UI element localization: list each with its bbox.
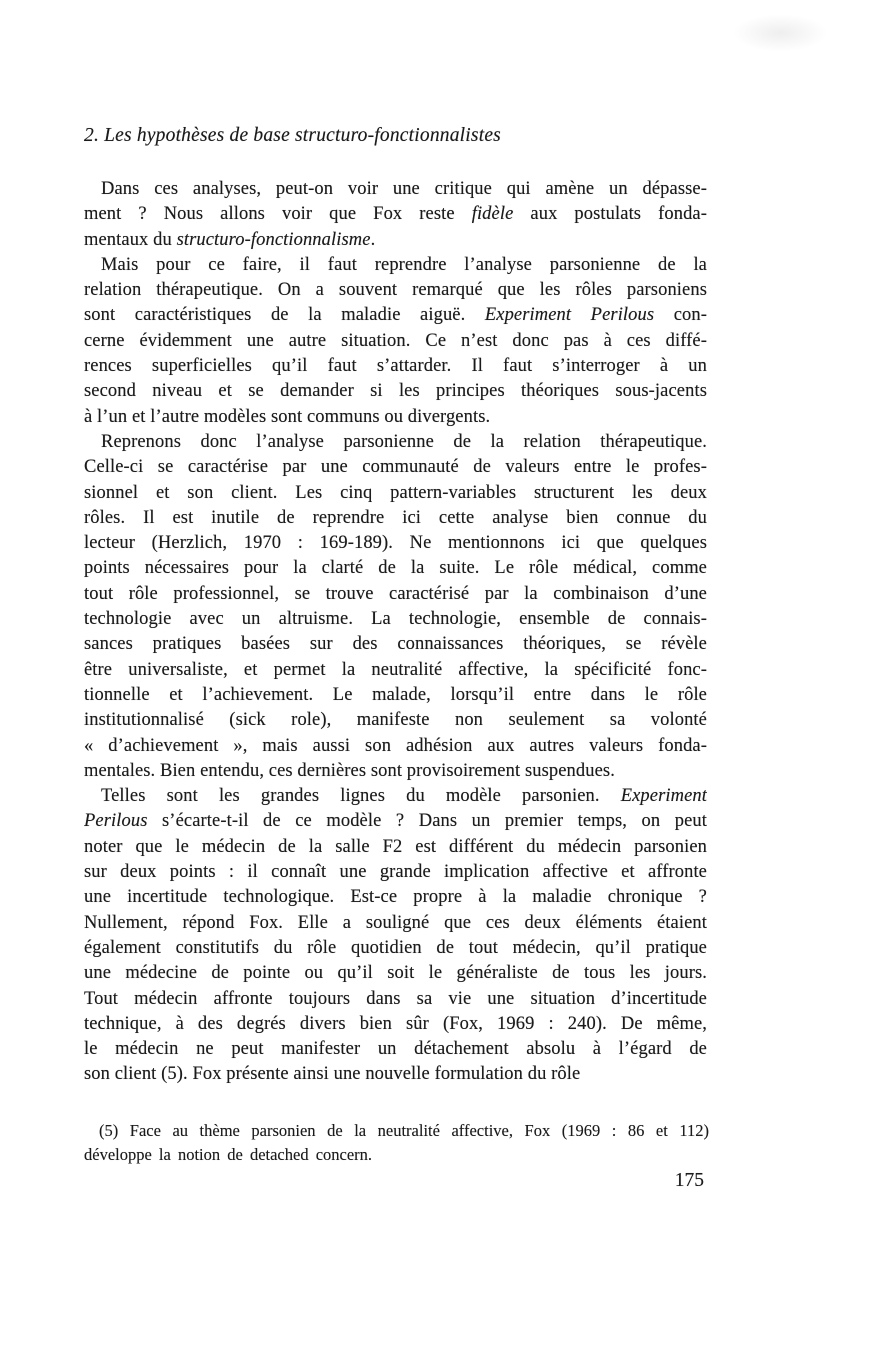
- text-line: [84, 987, 707, 1012]
- text-line: [84, 202, 707, 227]
- text-run: tout rôle professionnel, se trouve caractérisé par la combinaison d’une: [84, 583, 707, 604]
- text-run: institutionnalisé (sick role), manifeste non seulement sa volonté: [84, 710, 707, 731]
- text-run: développe la notion de detached concern.: [84, 1145, 373, 1164]
- footnote: [84, 1119, 709, 1167]
- text-run: s’écarte-t-il de ce modèle ? Dans un premier temps, on peut: [147, 811, 707, 832]
- text-run: sionnel et son client. Les cinq pattern-variables structurent les deux: [84, 482, 707, 503]
- text-run: technique, à des degrés divers bien sûr (Fox, 1969 : 240). De même,: [84, 1013, 707, 1034]
- text-line: [84, 936, 707, 961]
- text-line: [84, 759, 707, 784]
- text-run: une médecine de pointe ou qu’il soit le généraliste de tous les jours.: [84, 963, 707, 984]
- text-line: [84, 228, 707, 253]
- text-run: à l’un et l’autre modèles sont communs ou divergents.: [84, 406, 491, 427]
- body-text: [84, 177, 707, 1088]
- text-line: [84, 734, 707, 759]
- text-line: [84, 885, 707, 910]
- text-line: [84, 430, 707, 455]
- text-run: Perilous: [84, 811, 148, 832]
- text-run: tionnelle et l’achievement. Le malade, lorsqu’il entre dans le rôle: [84, 684, 707, 705]
- text-run: .: [370, 229, 376, 250]
- text-line: [84, 835, 707, 860]
- text-run: Tout médecin affronte toujours dans sa vie une situation d’incertitude: [84, 988, 707, 1009]
- text-run: cerne évidemment une autre situation. Ce n’est donc pas à ces diffé-: [84, 330, 707, 351]
- text-line: [84, 556, 707, 581]
- text-line: [84, 278, 707, 303]
- text-run: con-: [654, 305, 707, 326]
- text-line: [84, 253, 707, 278]
- text-line: [84, 1062, 707, 1087]
- scan-artifact: [733, 14, 828, 52]
- text-line: [84, 582, 707, 607]
- text-run: « d’achievement », mais aussi son adhésion aux autres valeurs fonda-: [84, 735, 707, 756]
- text-line: [84, 961, 707, 986]
- text-run: sances pratiques basées sur des connaissances théoriques, se révèle: [84, 634, 707, 655]
- text-run: aux postulats fonda-: [513, 204, 707, 225]
- text-run: lecteur (Herzlich, 1970 : 169-189). Ne mentionnons ici que quelques: [84, 533, 707, 554]
- text-line: [84, 911, 707, 936]
- text-run: mentaux du: [84, 229, 177, 250]
- text-line: [84, 1012, 707, 1037]
- text-run: rôles. Il est inutile de reprendre ici cette analyse bien connue du: [84, 507, 707, 528]
- page-number: 175: [674, 1170, 704, 1191]
- text-line: [84, 708, 707, 733]
- text-line: [84, 405, 707, 430]
- text-run: noter que le médecin de la salle F2 est différent du médecin parsonien: [84, 836, 707, 857]
- text-run: Dans ces analyses, peut-on voir une critique qui amène un dépasse-: [101, 179, 707, 199]
- text-run: technologie avec un altruisme. La technologie, ensemble de connais-: [84, 609, 707, 630]
- text-run: une incertitude technologique. Est-ce propre à la maladie chronique ?: [84, 887, 707, 908]
- text-run: fidèle: [471, 204, 514, 225]
- text-line: [84, 177, 707, 202]
- text-run: Experiment Perilous: [484, 305, 655, 326]
- text-line: [84, 809, 707, 834]
- text-run: (5) Face au thème parsonien de la neutralité affective, Fox (1969 : 86 et 112): [99, 1121, 709, 1140]
- text-line: [84, 860, 707, 885]
- text-run: mentales. Bien entendu, ces dernières sont provisoirement suspendues.: [84, 760, 615, 781]
- text-run: sont caractéristiques de la maladie aiguë.: [84, 305, 485, 326]
- text-line: [84, 329, 707, 354]
- text-line: [84, 303, 707, 328]
- text-run: points nécessaires pour la clarté de la suite. Le rôle médical, comme: [84, 558, 707, 579]
- text-line: [84, 658, 707, 683]
- text-line: [84, 683, 707, 708]
- text-run: Experiment: [620, 786, 707, 807]
- text-run: structuro-fonctionnalisme: [176, 229, 371, 250]
- text-run: Reprenons donc l’analyse parsonienne de la relation thérapeutique.: [101, 431, 707, 452]
- text-line: [84, 354, 707, 379]
- text-run: second niveau et se demander si les principes théoriques sous-jacents: [84, 381, 707, 402]
- text-line: [84, 455, 707, 480]
- text-run: Telles sont les grandes lignes du modèle parsonien.: [101, 786, 621, 807]
- text-run: Celle-ci se caractérise par une communauté de valeurs entre le profes-: [84, 457, 707, 478]
- text-line: [84, 1143, 709, 1167]
- text-run: relation thérapeutique. On a souvent remarqué que les rôles parsoniens: [84, 280, 707, 301]
- text-line: [84, 607, 707, 632]
- text-line: [84, 481, 707, 506]
- text-run: ment ? Nous allons voir que Fox reste: [84, 204, 472, 225]
- text-run: également constitutifs du rôle quotidien de tout médecin, qu’il pratique: [84, 937, 707, 958]
- text-line: [84, 784, 707, 809]
- text-line: [84, 531, 707, 556]
- section-heading: 2. Les hypothèses de base structuro-fonctionnalistes: [84, 125, 501, 146]
- text-line: [84, 506, 707, 531]
- text-line: [84, 1037, 707, 1062]
- text-run: sur deux points : il connaît une grande implication affective et affronte: [84, 862, 707, 883]
- text-run: Mais pour ce faire, il faut reprendre l’analyse parsonienne de la: [101, 254, 707, 275]
- text-run: le médecin ne peut manifester un détachement absolu à l’égard de: [84, 1039, 707, 1060]
- text-line: [84, 1119, 709, 1143]
- text-run: Nullement, répond Fox. Elle a souligné que ces deux éléments étaient: [84, 912, 707, 933]
- text-run: être universaliste, et permet la neutralité affective, la spécificité fonc-: [84, 659, 707, 680]
- text-run: son client (5). Fox présente ainsi une nouvelle formulation du rôle: [84, 1064, 581, 1085]
- text-line: [84, 379, 707, 404]
- text-run: rences superficielles qu’il faut s’attarder. Il faut s’interroger à un: [84, 356, 707, 377]
- text-line: [84, 632, 707, 657]
